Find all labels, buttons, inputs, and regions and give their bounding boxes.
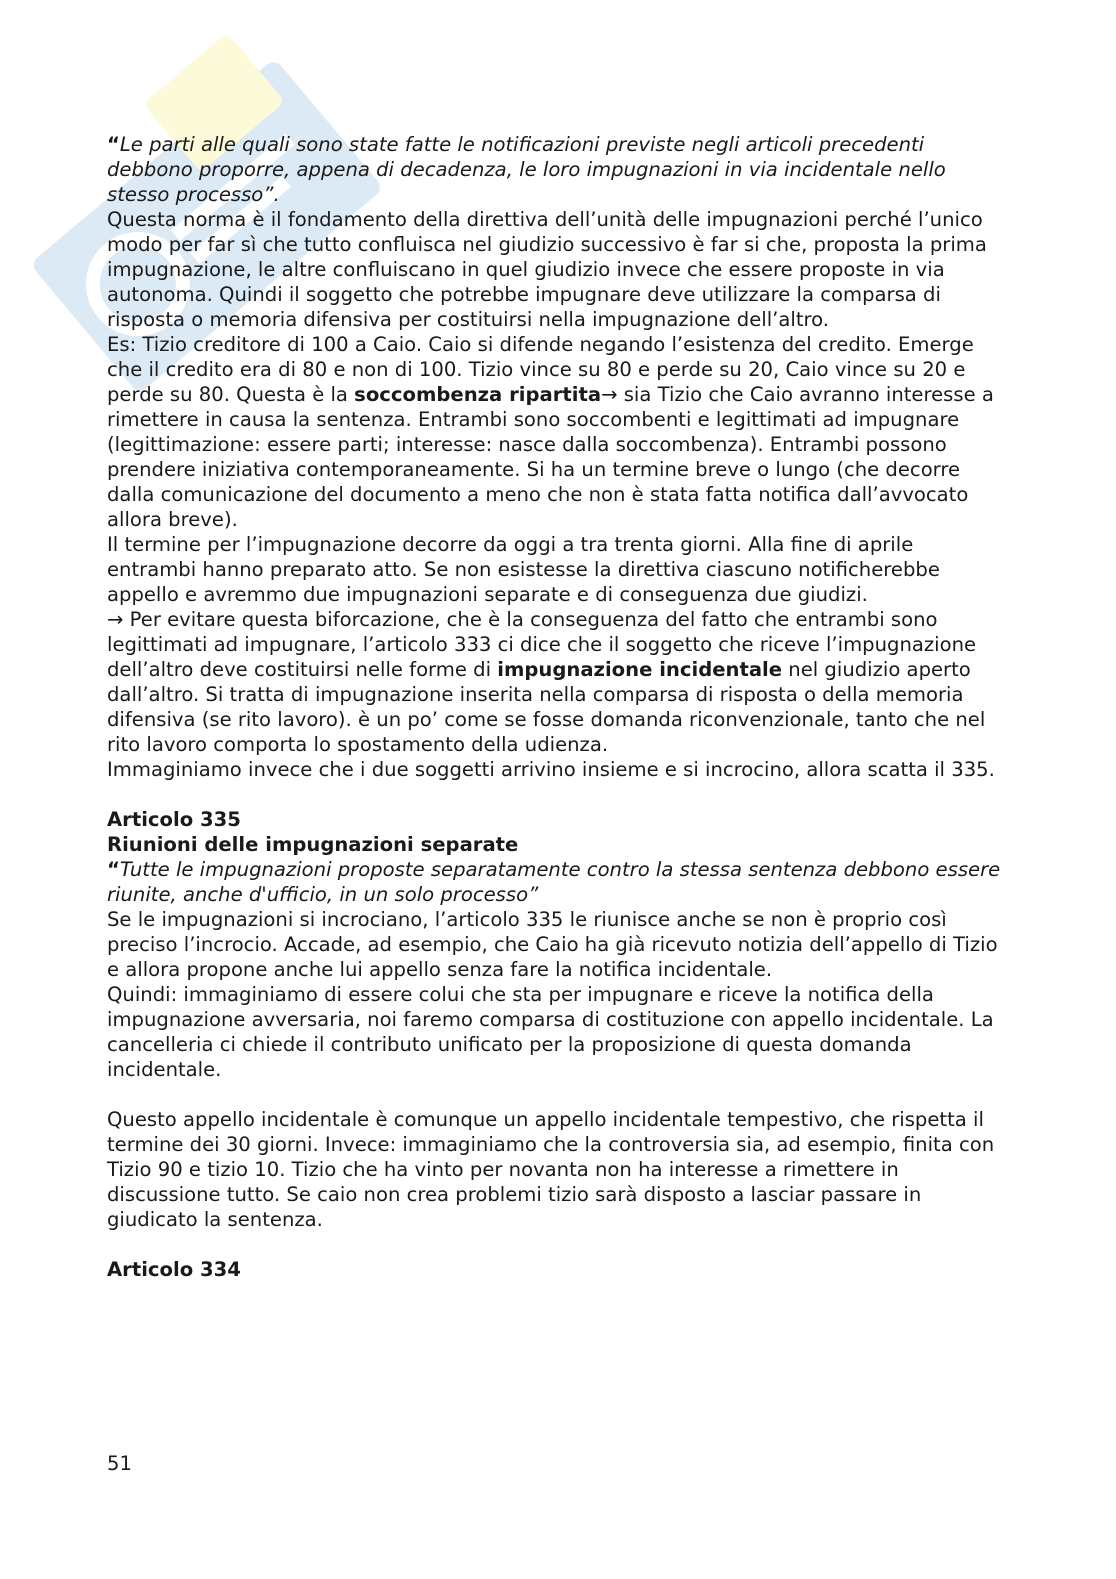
- paragraph-arrow: → Per evitare questa biforcazione, che è la conseguenza del fatto che entrambi sono legittimati ad impugnare, l’articolo 333 ci dice che il soggetto che riceve l’impugnazione dell’altro deve costituirsi nelle forme di impugnazione incidentale nel giudizio aperto dall’altro. Si tratta di impugnazione inserita nella comparsa di risposta o della memoria difensiva (se rito lavoro). è un po’ come se fosse domanda riconvenzionale, tanto che nel rito lavoro comporta lo spostamento della udienza.: [107, 608, 986, 756]
- section-subheading: Riunioni delle impugnazioni separate: [107, 833, 519, 856]
- section-heading: Articolo 335: [107, 808, 241, 831]
- paragraph: Questa norma è il fondamento della direttiva dell’unità delle impugnazioni perché l’unico modo per far sì che tutto confluisca nel giudizio successivo è far si che, proposta la prima impugnazione, le altre confluiscano in quel giudizio invece che essere proposte in via autonoma. Quindi il soggetto che potrebbe impugnare deve utilizzare la comparsa di risposta o memoria difensiva per costituirsi nella impugnazione dell’altro.: [107, 208, 987, 331]
- document-body: [107, 132, 1007, 1282]
- quote-mark: “: [107, 858, 120, 881]
- paragraph: Questo appello incidentale è comunque un appello incidentale tempestivo, che rispetta il termine dei 30 giorni. Invece: immaginiamo che la controversia sia, ad esempio, finita con Tizio 90 e tizio 10. Tizio che ha vinto per novanta non ha interesse a rimettere in discussione tutto. Se caio non crea problemi tizio sarà disposto a lasciar passare in giudicato la sentenza.: [107, 1108, 995, 1231]
- paragraph: Il termine per l’impugnazione decorre da oggi a tra trenta giorni. Alla fine di aprile entrambi hanno preparato atto. Se non esistesse la direttiva ciascuno notificherebbe appello e avremmo due impugnazioni separate e di conseguenza due giudizi.: [107, 533, 940, 606]
- term-impugnazione-incidentale: impugnazione incidentale: [497, 658, 783, 681]
- section-heading: Articolo 334: [107, 1258, 241, 1281]
- paragraph-example: Es: Tizio creditore di 100 a Caio. Caio si difende negando l’esistenza del credito. Emerge che il credito era di 80 e non di 100. Tizio vince su 80 e perde su 20, Caio vince su 20 e perde su 80. Questa è la soccombenza ripartita→ sia Tizio che Caio avranno interesse a rimettere in causa la sentenza. Entrambi sono soccombenti e legittimati ad impugnare (legittimazione: essere parti; interesse: nasce dalla soccombenza). Entrambi possono prendere iniziativa contemporaneamente. Si ha un termine breve o lungo (che decorre dalla comunicazione del documento a meno che non è stata fatta notifica dall’avvocato allora breve).: [107, 333, 994, 531]
- paragraph: Se le impugnazioni si incrociano, l’articolo 335 le riunisce anche se non è proprio così preciso l’incrocio. Accade, ad esempio, che Caio ha già ricevuto notizia dell’appello di Tizio e allora propone anche lui appello senza fare la notifica incidentale.: [107, 908, 998, 981]
- spacer: [107, 1232, 1007, 1257]
- spacer: [107, 782, 1007, 807]
- page-number: 51: [107, 1452, 132, 1475]
- paragraph: Immaginiamo invece che i due soggetti arrivino insieme e si incrocino, allora scatta il 335.: [107, 758, 995, 781]
- quote-art-335: “Tutte le impugnazioni proposte separatamente contro la stessa sentenza debbono essere riunite, anche d'ufficio, in un solo processo”: [107, 858, 1001, 906]
- spacer: [107, 1082, 1007, 1107]
- quote-mark: “: [107, 133, 120, 156]
- paragraph: Quindi: immaginiamo di essere colui che sta per impugnare e riceve la notifica della impugnazione avversaria, noi faremo comparsa di costituzione con appello incidentale. La cancelleria ci chiede il contributo unificato per la proposizione di questa domanda incidentale.: [107, 983, 994, 1081]
- quote-art-333: “Le parti alle quali sono state fatte le notificazioni previste negli articoli precedenti debbono proporre, appena di decadenza, le loro impugnazioni in via incidentale nello stesso processo”.: [107, 133, 946, 206]
- term-soccombenza-ripartita: soccombenza ripartita: [354, 383, 602, 406]
